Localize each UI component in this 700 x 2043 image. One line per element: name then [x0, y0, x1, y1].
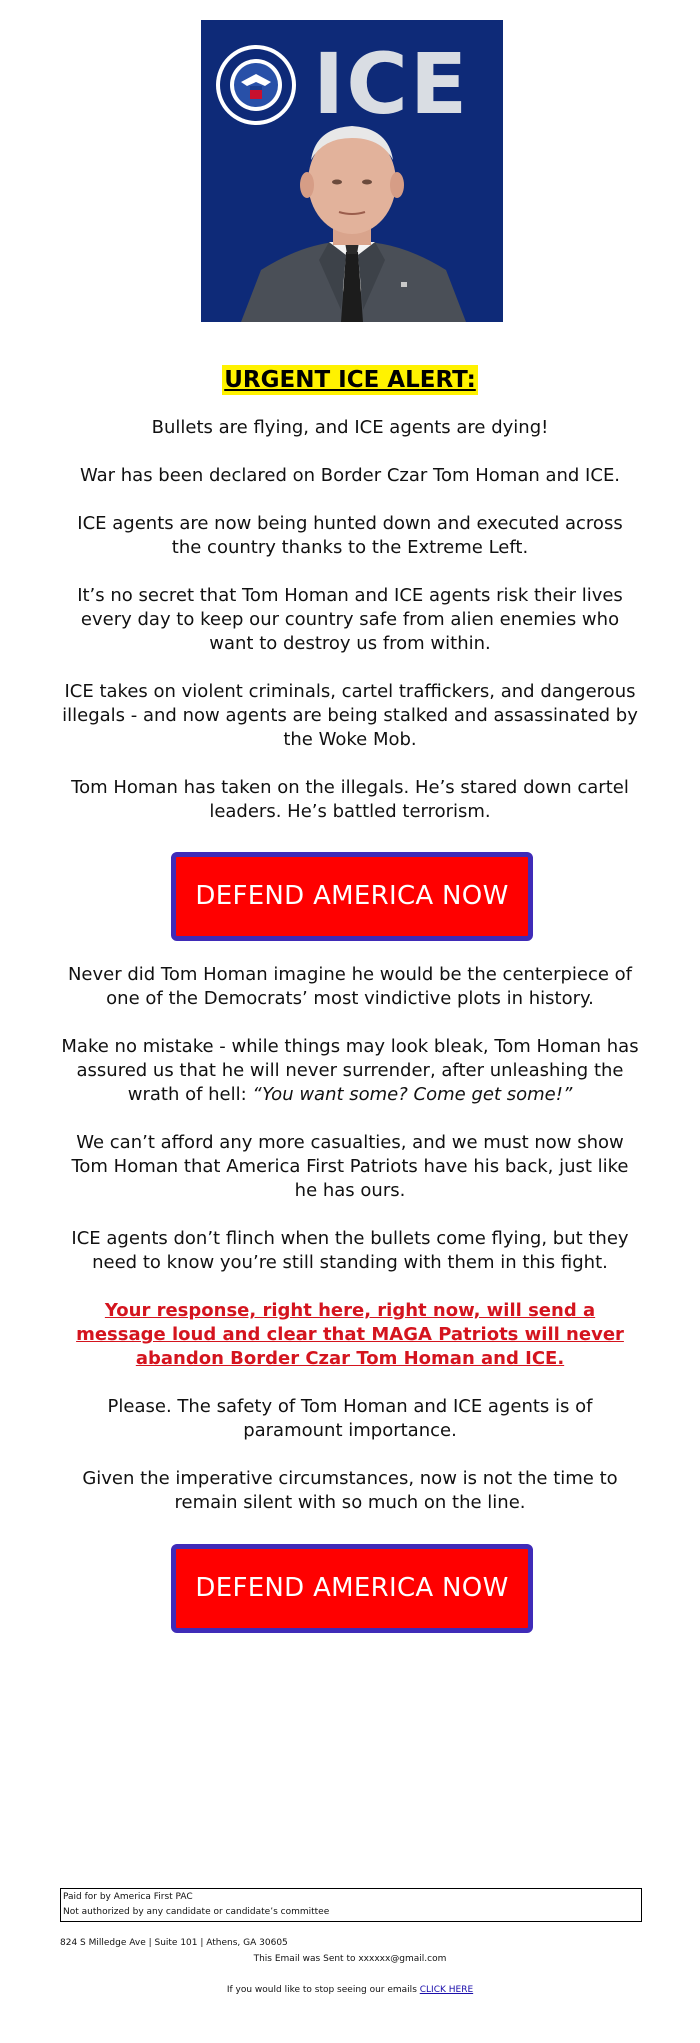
- headline-container: [0, 365, 700, 395]
- paragraph-5: ICE takes on violent criminals, cartel traffickers, and dangerous illegals - and now agents are being stalked and assassinated by the Woke Mob.: [62, 681, 638, 750]
- defend-america-button-2[interactable]: DEFEND AMERICA NOW: [171, 1544, 533, 1633]
- sent-to-notice: This Email was Sent to xxxxxx@gmail.com: [253, 1954, 447, 1964]
- paragraph-11: [60, 1299, 640, 1371]
- paragraph-4: It’s no secret that Tom Homan and ICE agents risk their lives every day to keep our country safe from alien enemies who want to destroy us from within.: [77, 585, 623, 654]
- unsubscribe-text: If you would like to stop seeing our emails: [226, 1985, 420, 1995]
- unsubscribe-line: [0, 1983, 700, 1997]
- not-authorized-text: Not authorized by any candidate or candidate’s committee: [63, 1907, 330, 1917]
- ice-logo-text: ICE: [313, 35, 470, 133]
- dhs-seal-logo: [215, 44, 297, 126]
- paragraph-3: ICE agents are now being hunted down and executed across the country thanks to the Extreme Left.: [77, 513, 623, 558]
- paragraph-6: Tom Homan has taken on the illegals. He’s stared down cartel leaders. He’s battled terrorism.: [71, 777, 629, 822]
- paragraph-12: Please. The safety of Tom Homan and ICE agents is of paramount importance.: [107, 1396, 593, 1441]
- paragraph-13: Given the imperative circumstances, now is not the time to remain silent with so much on the line.: [82, 1468, 618, 1513]
- paid-for-disclaimer: [60, 1888, 642, 1922]
- paragraph-9: We can’t afford any more casualties, and we must now show Tom Homan that America First Patriots have his back, just like he has ours.: [71, 1132, 629, 1201]
- response-link[interactable]: Your response, right here, right now, will send a message loud and clear that MAGA Patriots will never abandon Border Czar Tom Homan and ICE.: [76, 1300, 624, 1369]
- paragraph-2: War has been declared on Border Czar Tom Homan and ICE.: [79, 465, 621, 486]
- urgent-alert-headline: URGENT ICE ALERT:: [224, 367, 476, 393]
- paragraph-8-lead: Make no mistake - while things may look bleak, Tom Homan has assured us that he will never surrender, after unleashing the wrath of hell:: [61, 1036, 639, 1105]
- unsubscribe-link[interactable]: CLICK HERE: [419, 1985, 474, 1995]
- paragraph-8-quote: “You want some? Come get some!”: [252, 1084, 573, 1105]
- paragraph-7: Never did Tom Homan imagine he would be the centerpiece of one of the Democrats’ most vindictive plots in history.: [67, 964, 633, 1009]
- paragraph-10: ICE agents don’t flinch when the bullets come flying, but they need to know you’re still standing with them in this fight.: [71, 1228, 629, 1273]
- paragraph-1: Bullets are flying, and ICE agents are dying!: [151, 417, 549, 438]
- paid-for-text: Paid for by America First PAC: [63, 1892, 193, 1902]
- hero-image: [201, 20, 503, 322]
- paragraph-8: [60, 1035, 640, 1107]
- defend-america-button-1[interactable]: DEFEND AMERICA NOW: [171, 852, 533, 941]
- mailing-address: 824 S Milledge Ave | Suite 101 | Athens, GA 30605: [60, 1938, 288, 1948]
